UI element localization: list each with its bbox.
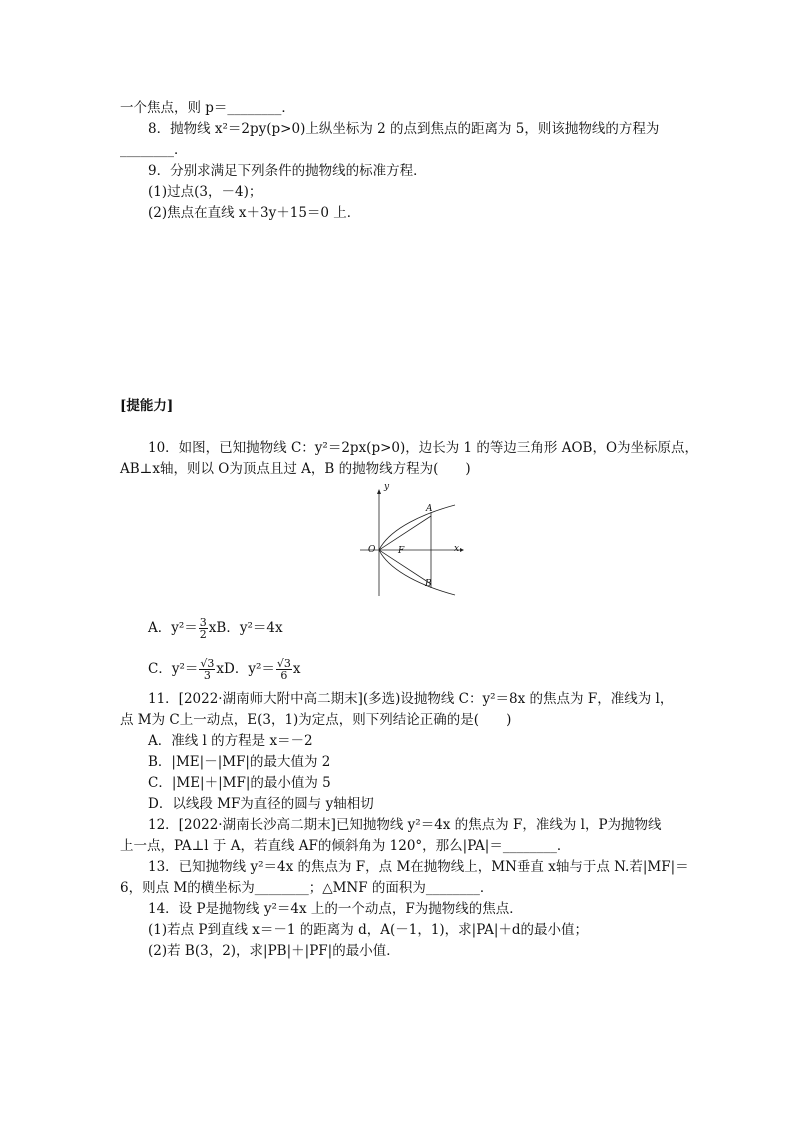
label-O: O xyxy=(368,545,376,555)
label-x: x xyxy=(454,544,460,554)
section-heading: [提能力] xyxy=(120,398,174,414)
fraction: $\frac{3}{2}$ xyxy=(199,616,207,641)
question-14-line: (1)若点 P到直线 x＝－1 的距离为 d，A(－1，1)，求|PA|＋d的最小值； xyxy=(148,922,589,938)
question-11-line: 11．[2022·湖南师大附中高二期末](多选)设抛物线 C：y²＝8x 的焦点为 F，准线为 l， xyxy=(148,691,674,707)
fraction: $\frac{√3}{6}$ xyxy=(276,657,291,682)
segment-OA xyxy=(379,516,431,550)
question-10-line: 10．如图，已知抛物线 C：y²＝2px(p>0)，边长为 1 的等边三角形 AOB，O为坐标原点， xyxy=(148,440,699,456)
text-line: 一个焦点，则 p＝________． xyxy=(120,100,295,116)
question-12-line: 上一点，PA⊥l 于 A，若直线 AF的倾斜角为 120°，那么|PA|＝________． xyxy=(120,838,571,854)
label-F: F xyxy=(398,546,405,556)
text-line: ________． xyxy=(120,142,188,158)
option-line: B．|ME|－|MF|的最大值为 2 xyxy=(148,754,331,770)
option-line: C．|ME|＋|MF|的最小值为 5 xyxy=(148,775,331,791)
parabola-diagram xyxy=(360,488,466,598)
label-A: A xyxy=(426,504,433,514)
question-13-line: 13．已知抛物线 y²＝4x 的焦点为 F，点 M在抛物线上，MN垂直 x轴与于点 N.若|MF|＝ xyxy=(148,859,689,875)
question-14-line: (2)若 B(3，2)，求|PB|＋|PF|的最小值． xyxy=(148,943,400,959)
parabola-figure xyxy=(360,482,466,598)
text-line: 8．抛物线 x²＝2py(p>0)上纵坐标为 2 的点到焦点的距离为 5，则该抛物线的方程为 xyxy=(148,121,660,137)
option-AB: A．y²＝ $\frac{3}{2}$ xB．y²＝4x xyxy=(148,616,283,641)
x-axis-arrow xyxy=(460,548,464,552)
option-CD: C．y²＝ $\frac{√3}{3}$ xD．y²＝ $\frac{√3}{6}$ x xyxy=(148,657,301,682)
label-y: y xyxy=(384,482,390,492)
y-axis-arrow xyxy=(377,489,381,494)
option-line: A．准线 l 的方程是 x＝－2 xyxy=(148,733,313,749)
option-line: D．以线段 MF为直径的圆与 y轴相切 xyxy=(148,796,374,812)
question-12-line: 12．[2022·湖南长沙高二期末]已知抛物线 y²＝4x 的焦点为 F，准线为 l，P为抛物线 xyxy=(148,817,662,833)
question-13-line: 6，则点 M的横坐标为________；△MNF 的面积为________． xyxy=(120,880,494,896)
text-line: (2)焦点在直线 x＋3y＋15＝0 上． xyxy=(148,205,361,221)
question-10-line: AB⊥x轴，则以 O为顶点且过 A，B 的抛物线方程为( ) xyxy=(120,461,471,477)
fraction: $\frac{√3}{3}$ xyxy=(200,657,215,682)
text-line: 9．分别求满足下列条件的抛物线的标准方程． xyxy=(148,163,427,179)
text-line: (1)过点(3，－4)； xyxy=(148,184,263,200)
segment-OB xyxy=(379,550,431,584)
question-11-line: 点 M为 C上一动点，E(3，1)为定点，则下列结论正确的是( ) xyxy=(120,712,512,728)
question-14-line: 14．设 P是抛物线 y²＝4x 上的一个动点，F为抛物线的焦点． xyxy=(148,901,523,917)
label-B: B xyxy=(425,579,432,589)
